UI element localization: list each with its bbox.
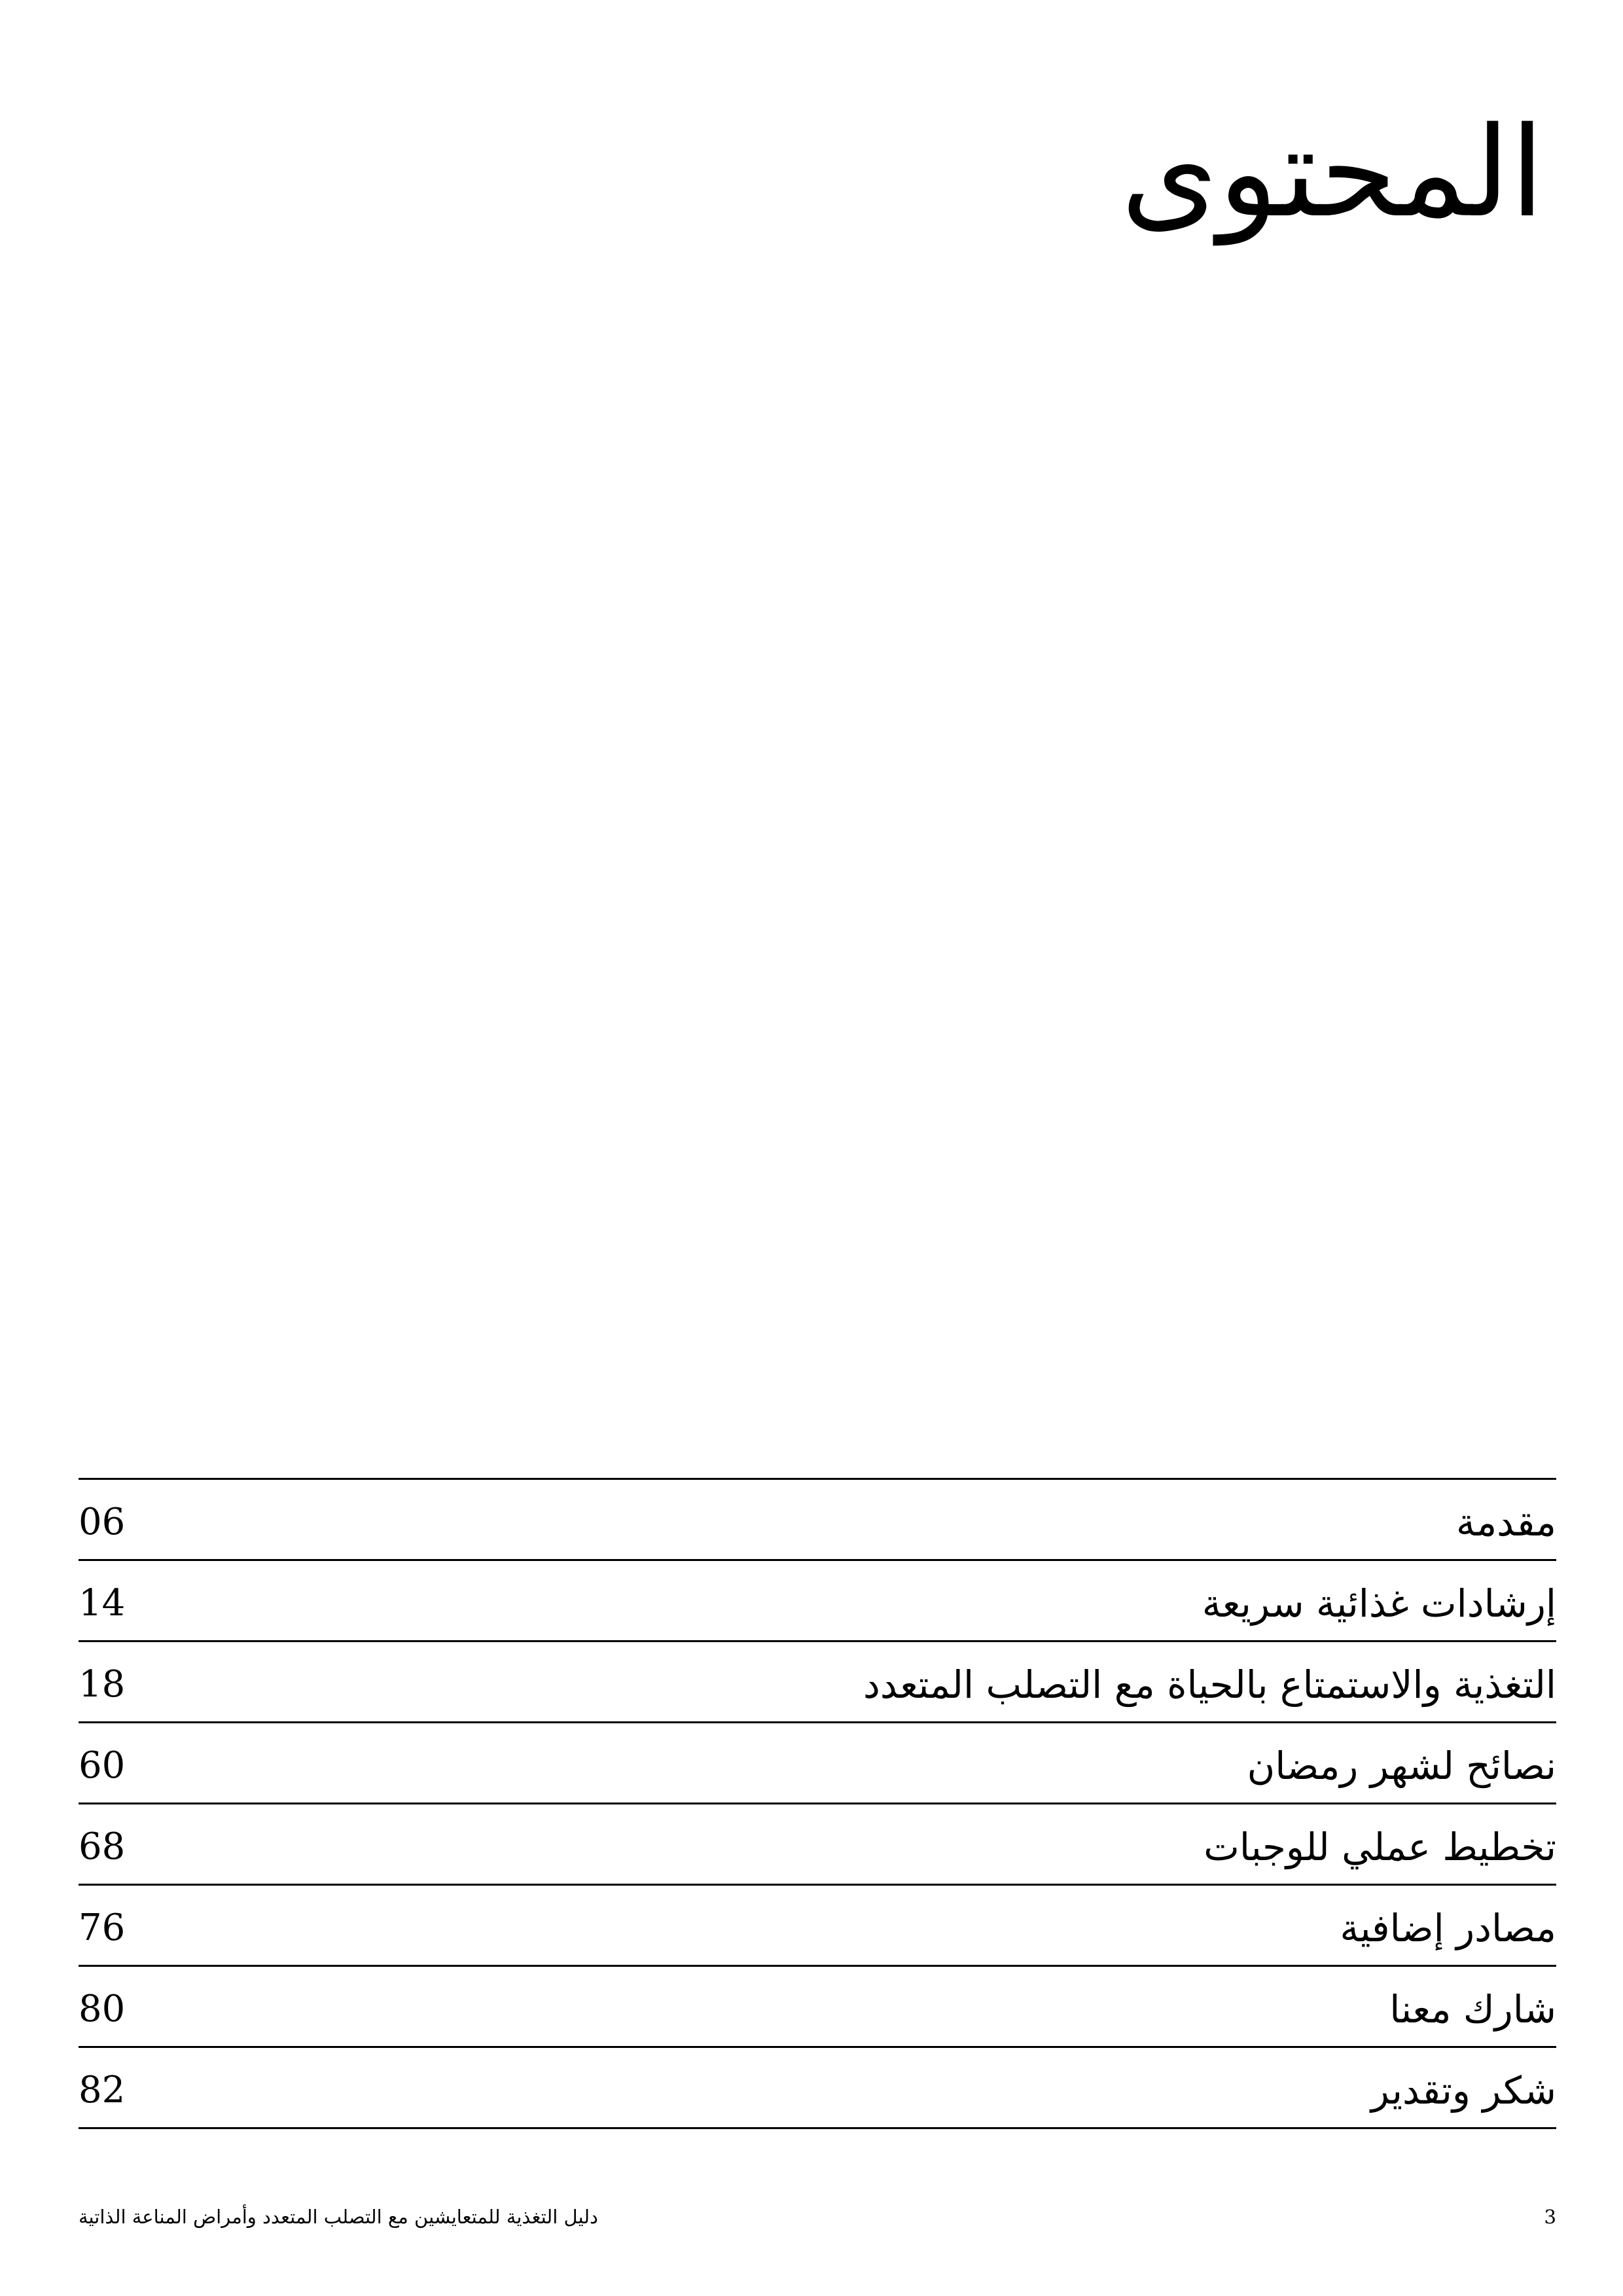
toc-page-number: 68 [79, 1825, 126, 1868]
toc-section-title: شكر وتقدير [1370, 2068, 1556, 2113]
toc-section-title: نصائح لشهر رمضان [1247, 1743, 1556, 1788]
toc-page-number: 82 [79, 2069, 126, 2111]
toc-section-title: مصادر إضافية [1340, 1905, 1556, 1950]
toc-row[interactable] [79, 1886, 1556, 1967]
table-of-contents [79, 1478, 1556, 2129]
toc-page-number: 60 [79, 1744, 126, 1787]
toc-section-title: شارك معنا [1389, 1986, 1556, 2032]
toc-page-number: 06 [79, 1501, 126, 1543]
toc-page-number: 80 [79, 1988, 126, 2030]
toc-page-number: 18 [79, 1663, 126, 1706]
toc-row[interactable] [79, 1723, 1556, 1804]
toc-section-title: مقدمة [1455, 1499, 1556, 1545]
toc-row[interactable] [79, 2048, 1556, 2129]
toc-section-title: إرشادات غذائية سريعة [1202, 1581, 1556, 1626]
toc-row[interactable] [79, 1561, 1556, 1642]
page-footer [79, 2206, 1556, 2228]
toc-page-number: 14 [79, 1582, 126, 1624]
footer-page-number: 3 [1544, 2206, 1556, 2228]
footer-publication-title: دليل التغذية للمتعايشين مع التصلب المتعدد وأمراض المناعة الذاتية [79, 2206, 598, 2228]
toc-row[interactable] [79, 1480, 1556, 1561]
toc-section-title: التغذية والاستمتاع بالحياة مع التصلب المتعدد [863, 1662, 1556, 1707]
toc-section-title: تخطيط عملي للوجبات [1204, 1824, 1556, 1869]
toc-row[interactable] [79, 1967, 1556, 2048]
toc-row[interactable] [79, 1804, 1556, 1886]
toc-row[interactable] [79, 1642, 1556, 1723]
toc-page-number: 76 [79, 1907, 126, 1949]
page-title: المحتوى [1120, 100, 1544, 245]
